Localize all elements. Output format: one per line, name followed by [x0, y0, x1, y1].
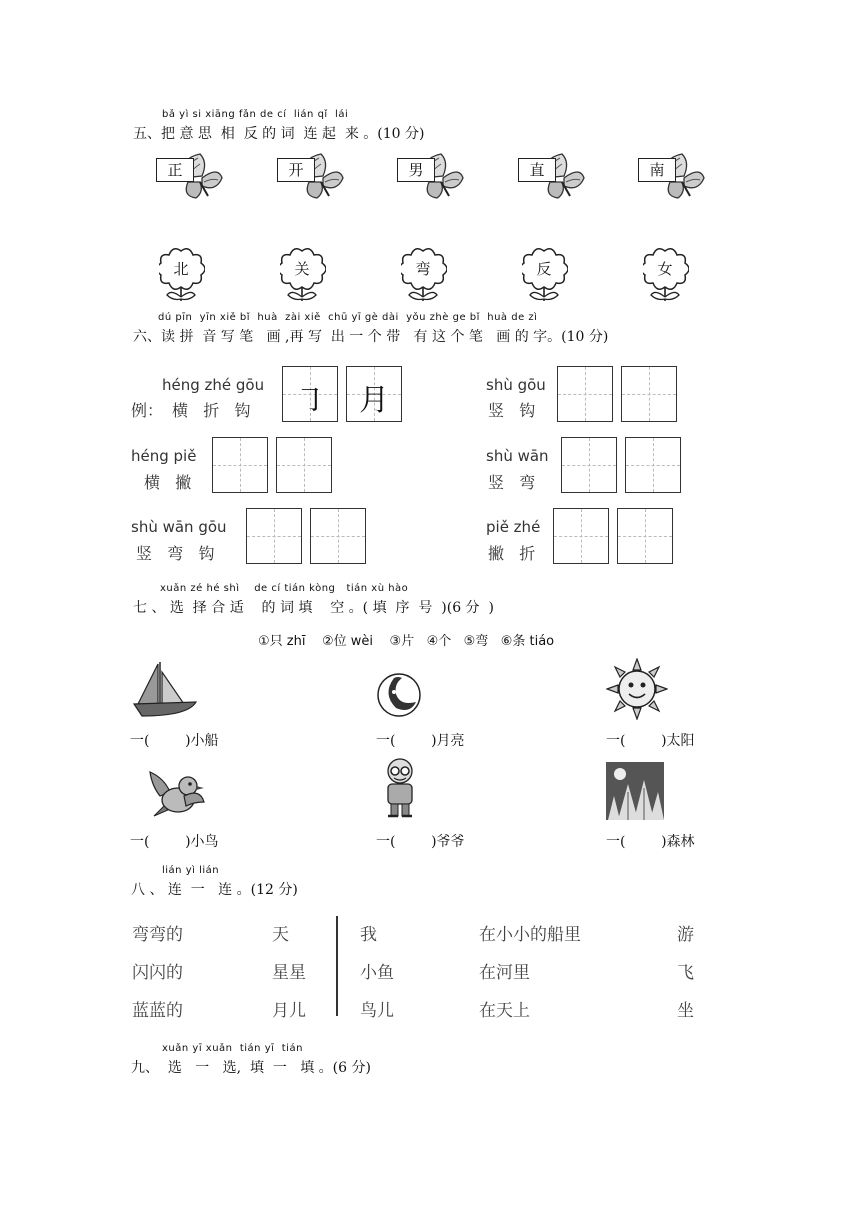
writing-grid[interactable]	[346, 366, 402, 422]
match-item[interactable]: 飞	[677, 963, 694, 983]
grid-char: ㇆	[295, 383, 325, 418]
flower-card-2[interactable]	[280, 247, 326, 303]
s9-pinyin: xuǎn yī xuǎn tián yī tián	[162, 1043, 303, 1054]
match-item[interactable]: 坐	[677, 1001, 694, 1021]
butterfly-card-2[interactable]	[277, 152, 347, 204]
butterfly-label: 南	[638, 158, 676, 182]
butterfly-card-4[interactable]	[518, 152, 588, 204]
match-item[interactable]: 月儿	[272, 1001, 306, 1021]
match-item[interactable]: 在小小的船里	[479, 925, 581, 945]
s6-title: 六、读 拼 音 写 笔 画 ,再 写 出 一 个 带 有 这 个 笔 画 的 字。(10 分)	[133, 329, 609, 345]
bird-icon	[144, 766, 208, 820]
stroke-name: 横 撇	[144, 473, 192, 492]
stroke-pinyin: shù wān	[486, 447, 549, 465]
writing-grid[interactable]	[557, 366, 613, 422]
stroke-pinyin: héng piě	[131, 447, 197, 465]
grid-char: 月	[359, 383, 389, 418]
match-item[interactable]: 在河里	[479, 963, 530, 983]
s8-title: 八 、 连 一 连 。(12 分)	[131, 882, 298, 898]
flower-card-1[interactable]	[159, 247, 205, 303]
match-item[interactable]: 鸟儿	[360, 1001, 394, 1021]
match-item[interactable]: 弯弯的	[132, 925, 183, 945]
stroke-pinyin: shù gōu	[486, 376, 546, 394]
butterfly-card-5[interactable]	[638, 152, 708, 204]
stroke-name: 竖 弯	[488, 473, 536, 492]
forest-icon	[606, 762, 664, 820]
match-item[interactable]: 游	[677, 925, 694, 945]
writing-grid[interactable]	[246, 508, 302, 564]
blank-bird[interactable]: 一( )小鸟	[130, 834, 219, 850]
s9-title: 九、 选 一 选, 填 一 填 。(6 分)	[131, 1060, 371, 1076]
writing-grid[interactable]	[621, 366, 677, 422]
blank-forest[interactable]: 一( )森林	[606, 834, 695, 850]
flower-card-3[interactable]	[401, 247, 447, 303]
butterfly-label: 男	[397, 158, 435, 182]
writing-grid[interactable]	[553, 508, 609, 564]
stroke-name: 竖 弯 钩	[136, 544, 215, 563]
grandpa-icon	[378, 756, 422, 820]
butterfly-label: 直	[518, 158, 556, 182]
divider	[336, 916, 338, 1016]
flower-label: 北	[173, 260, 189, 278]
writing-grid[interactable]	[212, 437, 268, 493]
s7-title: 七 、 选 择 合 适 的 词 填 空 。( 填 序 号 )(6 分 )	[133, 600, 494, 616]
butterfly-label: 正	[156, 158, 194, 182]
blank-moon[interactable]: 一( )月亮	[376, 733, 465, 749]
example-label: 例：	[131, 401, 164, 420]
butterfly-label: 开	[277, 158, 315, 182]
match-item[interactable]: 我	[360, 925, 377, 945]
stroke-name: 竖 钩	[488, 401, 536, 420]
flower-label: 反	[536, 260, 552, 278]
blank-sun[interactable]: 一( )太阳	[606, 733, 695, 749]
s8-pinyin: lián yì lián	[162, 865, 220, 876]
flower-card-5[interactable]	[643, 247, 689, 303]
flower-card-4[interactable]	[522, 247, 568, 303]
blank-boat[interactable]: 一( )小船	[130, 733, 219, 749]
writing-grid[interactable]	[561, 437, 617, 493]
writing-grid[interactable]	[276, 437, 332, 493]
stroke-name: 横 折 钩	[172, 401, 251, 420]
writing-grid[interactable]	[310, 508, 366, 564]
stroke-pinyin: héng zhé gōu	[162, 376, 265, 394]
moon-icon	[376, 672, 422, 718]
butterfly-card-3[interactable]	[397, 152, 467, 204]
writing-grid[interactable]	[625, 437, 681, 493]
match-item[interactable]: 蓝蓝的	[132, 1001, 183, 1021]
s5-title: 五、把 意 思 相 反 的 词 连 起 来 。(10 分)	[133, 126, 425, 142]
s7-pinyin: xuǎn zé hé shì de cí tián kòng tián xù hào	[160, 583, 409, 594]
flower-label: 弯	[415, 260, 431, 278]
s5-pinyin: bǎ yì si xiāng fǎn de cí lián qǐ lái	[162, 109, 349, 120]
writing-grid[interactable]	[617, 508, 673, 564]
match-item[interactable]: 小鱼	[360, 963, 394, 983]
s6-pinyin: dú pīn yīn xiě bǐ huà zài xiě chū yī gè dài yǒu zhè ge bǐ huà de zì	[158, 312, 538, 323]
match-item[interactable]: 天	[272, 925, 289, 945]
match-item[interactable]: 星星	[272, 963, 306, 983]
match-item[interactable]: 闪闪的	[132, 963, 183, 983]
sailboat-icon	[130, 660, 198, 718]
word-options: ①只 zhī ②位 wèi ③片 ④个 ⑤弯 ⑥条 tiáo	[258, 634, 555, 649]
blank-grandpa[interactable]: 一( )爷爷	[376, 834, 465, 850]
butterfly-card-1[interactable]	[156, 152, 226, 204]
match-item[interactable]: 在天上	[479, 1001, 530, 1021]
flower-label: 关	[294, 260, 310, 278]
stroke-pinyin: piě zhé	[486, 518, 541, 536]
writing-grid[interactable]	[282, 366, 338, 422]
flower-label: 女	[657, 260, 673, 278]
stroke-pinyin: shù wān gōu	[131, 518, 227, 536]
sun-icon	[606, 658, 668, 720]
stroke-name: 撇 折	[488, 544, 536, 563]
